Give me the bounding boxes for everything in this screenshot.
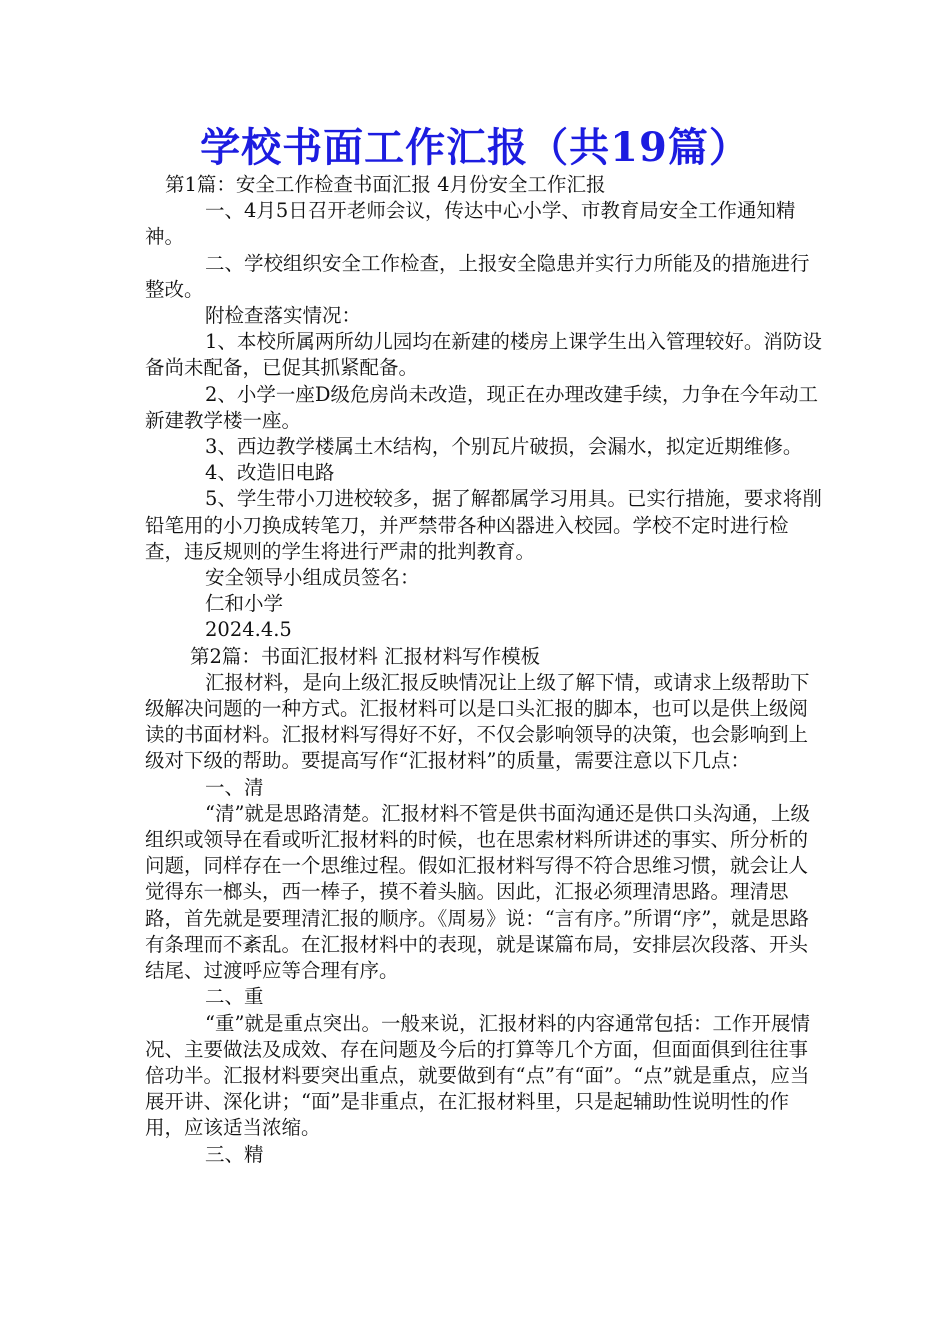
subheading: 一、清 xyxy=(205,775,264,799)
list-item: 3、西边教学楼属土木结构，个别瓦片破损，会漏水，拟定近期维修。 xyxy=(205,435,803,459)
section-heading-2: 第2篇：书面汇报材料 汇报材料写作模板 xyxy=(190,644,541,668)
document-body xyxy=(145,172,825,1168)
subheading: 二、重 xyxy=(205,985,264,1009)
document-title: 学校书面工作汇报（共19篇） xyxy=(200,124,750,171)
list-item: 2、小学一座D级危房尚未改造，现正在办理改建手续，力争在今年动工新建教学楼一座。 xyxy=(145,382,819,432)
paragraph: “清”就是思路清楚。汇报材料不管是供书面沟通还是供口头沟通，上级组织或领导在看或听汇报材料的时候，也在思索材料所讲述的事实、所分析的问题，同样存在一个思维过程。假如汇报材料写得不符合思维习惯，就会让人觉得东一榔头，西一棒子，摸不着头脑。因此，汇报必须理清思路。理清思路，首先就是要理清汇报的顺序。《周易》说：“言有序。”所谓“序”，就是思路有条理而不紊乱。在汇报材料中的表现，就是谋篇布局，安排层次段落、开头结尾、过渡呼应等合理有序。 xyxy=(145,801,810,983)
list-item: 4、改造旧电路 xyxy=(205,461,335,485)
report-date: 2024.4.5 xyxy=(205,618,292,642)
list-item: 1、本校所属两所幼儿园均在新建的楼房上课学生出入管理较好。消防设备尚未配备，已促其抓紧配备。 xyxy=(145,330,822,380)
school-name: 仁和小学 xyxy=(205,592,284,616)
paragraph: 一、4月5日召开老师会议，传达中心小学、市教育局安全工作通知精神。 xyxy=(145,199,796,249)
paragraph: 附检查落实情况： xyxy=(205,304,362,328)
signature-label: 安全领导小组成员签名： xyxy=(205,566,420,590)
subheading: 三、精 xyxy=(205,1142,264,1166)
list-item: 5、学生带小刀进校较多，据了解都属学习用具。已实行措施，要求将削铅笔用的小刀换成转笔刀，并严禁带各种凶器进入校园。学校不定时进行检查，违反规则的学生将进行严肃的批判教育。 xyxy=(145,487,822,563)
paragraph: 二、学校组织安全工作检查，上报安全隐患并实行力所能及的措施进行整改。 xyxy=(145,251,810,301)
paragraph: 汇报材料，是向上级汇报反映情况让上级了解下情，或请求上级帮助下级解决问题的一种方式。汇报材料可以是口头汇报的脚本，也可以是供上级阅读的书面材料。汇报材料写得好不好，不仅会影响领导的决策，也会影响到上级对下级的帮助。要提高写作“汇报材料”的质量，需要注意以下几点： xyxy=(145,670,810,773)
section-heading-1: 第1篇：安全工作检查书面汇报 4月份安全工作汇报 xyxy=(165,173,606,196)
paragraph: “重”就是重点突出。一般来说，汇报材料的内容通常包括：工作开展情况、主要做法及成效、存在问题及今后的打算等几个方面，但面面俱到往往事倍功半。汇报材料要突出重点，就要做到有“点”有“面”。“点”就是重点，应当展开讲、深化讲；“面”是非重点，在汇报材料里，只是起辅助性说明性的作用，应该适当浓缩。 xyxy=(145,1011,810,1140)
